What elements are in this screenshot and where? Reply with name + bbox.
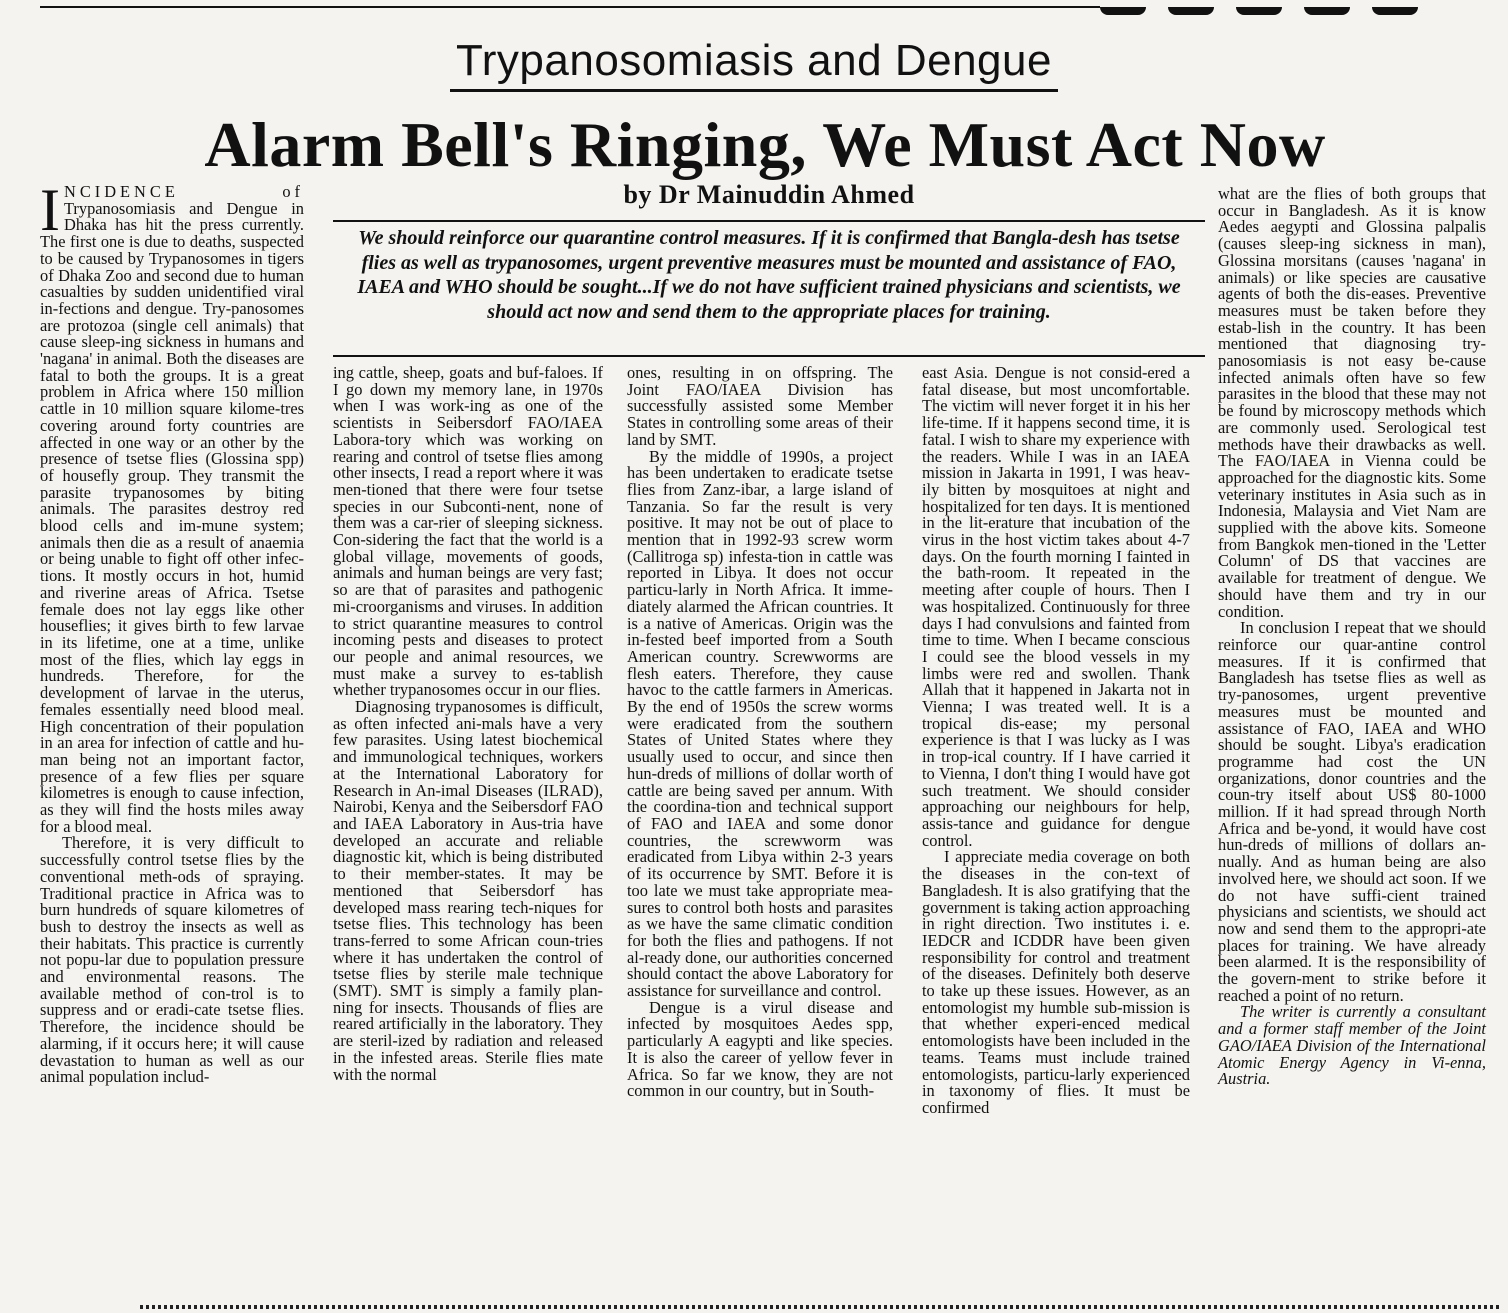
column-4-paragraph-2: I appreciate media coverage on both the diseases in the con-text of Bangladesh. It is also gratifying that the government is taking action approaching in right direction. Two institutes i. e. IEDCR and ICDDR have been given responsibility for control and treatment of the diseases. Definitely both deserve to take up these issues. However, as an entomologist my humble sub-mission is that whether experi-enced medical entomologists have been included in the teams. Teams must include trained entomologists, particu-larly experienced in taxonomy of flies. It must be confirmed xyxy=(922,847,1190,1117)
lead-caps: NCIDENCE of xyxy=(63,182,304,201)
column-3-paragraph-2: By the middle of 1990s, a project has been undertaken to eradicate tsetse flies from Zanz-ibar, a large island of Tanzania. So far the result is very positive. It may not be out of place to mention that in 1992-93 screw worm (Callitroga sp) infesta-tion in cattle was reported in Libya. It does not occur particu-larly in North Africa. It imme-diately alarmed the African countries. It is a native of Americas. Origin was the in-fested beef imported from a South American country. Screwworms are flesh eaters. Therefore, they cause havoc to the cattle farmers in Americas. By the end of 1950s the screw worms were eradicated from the southern States of United States where they usually used to occur, and since then hun-dreds of millions of dollar worth of cattle are being saved per annum. With the coordina-tion and technical support of FAO and IAEA and some donor countries, the screwworm was eradicated from Libya within 2-3 years of its occurrence by SMT. Before it is too late we must take appropriate mea-sures to control both hosts and parasites as we have the same climatic condition for both the flies and pathogens. If not al-ready done, our authorities concerned should contact the above Laboratory for assistance for surveillance and control. xyxy=(627,446,893,1001)
article-headline: Alarm Bell's Ringing, We Must Act Now xyxy=(204,109,1326,180)
column-1-paragraph-2: Therefore, it is very difficult to successfully control tsetse flies by the conventional meth-ods of spraying. Traditional practice in Africa was to burn hundreds of square kilometres of bush to destroy the insects as well as their habitats. This practice is currently not popu-lar due to population pressure and environmental reasons. The available method of con-trol is to suppress and or eradi-cate tsetse flies. Therefore, the incidence should be alarming, if it occurs here; it will cause devastation to human as well as our animal population includ- xyxy=(40,833,304,1087)
column-5-paragraph-1: what are the flies of both groups that occur in Bangladesh. As it is know Aedes aegypti and Glossina palpalis (causes sleep-ing sickness in man), Glossina morsitans (causes 'nagana' in animals) or like species are causative agents of both the dis-eases. Preventive measures must be taken before they estab-lish in the country. It has been mentioned that diagnosing try-panosomiasis is not easy be-cause infected animals often have so few parasites in the blood that these may not be found by microscopy methods which are commonly used. Serological test methods have their drawbacks as well. The FAO/IAEA in Vienna could be approached for the diagnostic kits. Some veterinary institutes in Asia such as in Indonesia, Malaysia and Viet Nam are supplied with the above kits. Someone from Bangkok men-tioned in the 'Letter Column' of DS that vaccines are available for treatment of dengue. We should have them and try in our condition. xyxy=(1218,184,1486,621)
top-ornament xyxy=(1100,0,1500,10)
column-1-paragraph-1 xyxy=(40,177,304,836)
author-credit: The writer is currently a consultant and a former staff member of the Joint GAO/IAEA Division of the International Atomic Energy Agency in Vi-enna, Austria. xyxy=(1218,1002,1486,1089)
pullquote: We should reinforce our quarantine control measures. If it is confirmed that Bangla-desh has tsetse flies as well as trypanosomes, urgent preventive measures must be mounted and assistance of FAO, IAEA and WHO should be sought...If we do not have sufficient trained physicians and scientists, we should act now and send them to the appropriate places for training. xyxy=(357,227,1181,323)
column-3-paragraph-1: ones, resulting in on offspring. The Joint FAO/IAEA Division has successfully assisted some Member States in controlling some areas of their land by SMT. xyxy=(627,363,893,449)
column-5-paragraph-2: In conclusion I repeat that we should reinforce our quar-antine control measures. If it is confirmed that Bangladesh has tsetse flies as well as try-panosomes, urgent preventive measures must be mounted and assistance of FAO, IAEA and WHO should be sought. Libya's eradication programme had cost the UN organizations, donor countries and the coun-try itself about US$ 80-1000 million. If it had spread through North Africa and be-yond, it would have cost hun-dreds of millions of dollars an-nually. And as human being are also involved here, we should act soon. If we do not have suffi-cient trained physicians and scientists, we should act now and send them to the appropri-ate places for training. We have already been alarmed. It is the responsibility of the govern-ment to strike before it reached a point of no return. xyxy=(1218,618,1486,1005)
article-column-5 xyxy=(1218,186,1486,1088)
bottom-dotted-rule xyxy=(140,1305,1500,1309)
article-column-4 xyxy=(922,365,1190,1117)
pullquote-top-rule xyxy=(333,220,1205,222)
article-column-1 xyxy=(40,177,304,1087)
column-2-paragraph-1: ing cattle, sheep, goats and buf-faloes. If I go down my memory lane, in 1970s when I was work-ing as one of the scientists in Seibersdorf FAO/IAEA Labora-tory which was working on rearing and control of tsetse flies among other insects, I read a report where it was men-tioned that there were four tsetse species in our Subconti-nent, none of them was a car-rier of sleeping sickness. Con-sidering the fact that the world is a global village, movements of goods, animals and human beings are very fast; so are that of parasites and pathogenic mi-croorganisms and viruses. In addition to strict quarantine measures to control incoming pests and diseases to protect our people and animal resources, we must make a survey to es-tablish whether trypanosomes occur in our flies. xyxy=(333,363,603,700)
column-4-paragraph-1: east Asia. Dengue is not consid-ered a fatal disease, but most uncomfortable. The victim will never forget it in his her life-time. If it happens second time, it is fatal. I wish to share my experience with the readers. While I was in an IAEA mission in Jakarta in 1991, I was heav-ily bitten by mosquitoes at night and hospitalized for ten days. It is mentioned in the lit-erature that incubation of the virus in the host victim takes about 4-7 days. On the fourth morning I fainted in the bath-room. It repeated in the meeting after couple of hours. Then I was hospitalized. Continuously for three days I had convulsions and fainted from time to time. When I became conscious I could see the blood vessels in my limbs were red and swollen. Thank Allah that it happened in Jakarta not in Vienna; I was treated well. It is a tropical dis-ease; my personal experience is that I was lucky as I was in trop-ical country. If I have carried it to Vienna, I don't thing I would have got such treatment. We should consider approaching our neighbours for help, assis-tance and guidance for dengue control. xyxy=(922,363,1190,850)
top-rule xyxy=(40,6,1100,8)
pullquote-bottom-rule xyxy=(333,355,1205,357)
column-2-paragraph-2: Diagnosing trypanosomes is difficult, as often infected ani-mals have a very few parasites. Using latest biochemical and immunological techniques, workers at the International Laboratory for Research in An-imal Diseases (ILRAD), Nairobi, Kenya and the Seibersdorf FAO and IAEA Laboratory in Aus-tria have developed an accurate and reliable diagnostic kit, which is being distributed to their member-states. It may be mentioned that Seibersdorf has developed mass rearing tech-niques for tsetse flies. This technology has been trans-ferred to some African coun-tries where it has undertaken the control of tsetse flies by sterile male technique (SMT). SMT is simply a family plan-ning for insects. Thousands of flies are reared artificially in the laboratory. They are steril-ized by radiation and released in the infested areas. Sterile flies mate with the normal xyxy=(333,697,603,1084)
lead-text: Trypanosomiasis and Dengue in Dhaka has hit the press currently. The first one is due to deaths, suspected to be caused by Trypanosomes in tigers of Dhaka Zoo and second due to human casualties by sudden unidentified viral in-fections and dengue. Try-panosomes are protozoa (single cell animals) that cause sleep-ing sickness in humans and 'nagana' in animal. Both the diseases are fatal to both the groups. It is a great problem in Africa where 150 million cattle in 10 million square kilome-tres covering around forty countries are affected in one way or an other by the presence of tsetse flies (Glossina spp) of housefly group. They transmit the parasite trypanosomes by biting animals. The parasites destroy red blood cells and im-mune system; animals then die as a result of anaemia or being unable to fight off other infec-tions. It mostly occurs in hot, humid and riverine areas of Africa. Tsetse female does not lay eggs like other houseflies; it gives birth to few larvae in its lifetime, one at a time, unlike most of the flies, which lay eggs in hundreds. Therefore, for the development of larvae in the uterus, females essentially need blood meal. High concentration of their population in an area for infection of cattle and hu-man being not an important factor, presence of a few flies per square kilometres is enough to cause infection, as they will find the hosts miles away for a blood meal. xyxy=(40,198,304,836)
article-column-3 xyxy=(627,365,893,1100)
column-3-paragraph-3: Dengue is a virul disease and infected by mosquitoes Aedes spp, particularly A eagypti and like species. It is also the career of yellow fever in Africa. So far we know, they are not common in our country, but in South- xyxy=(627,997,893,1101)
byline: by Dr Mainuddin Ahmed xyxy=(623,180,915,209)
article-kicker xyxy=(0,36,1508,86)
article-column-2 xyxy=(333,365,603,1083)
drop-cap: I xyxy=(40,177,60,243)
kicker-text: Trypanosomiasis and Dengue xyxy=(450,36,1058,92)
